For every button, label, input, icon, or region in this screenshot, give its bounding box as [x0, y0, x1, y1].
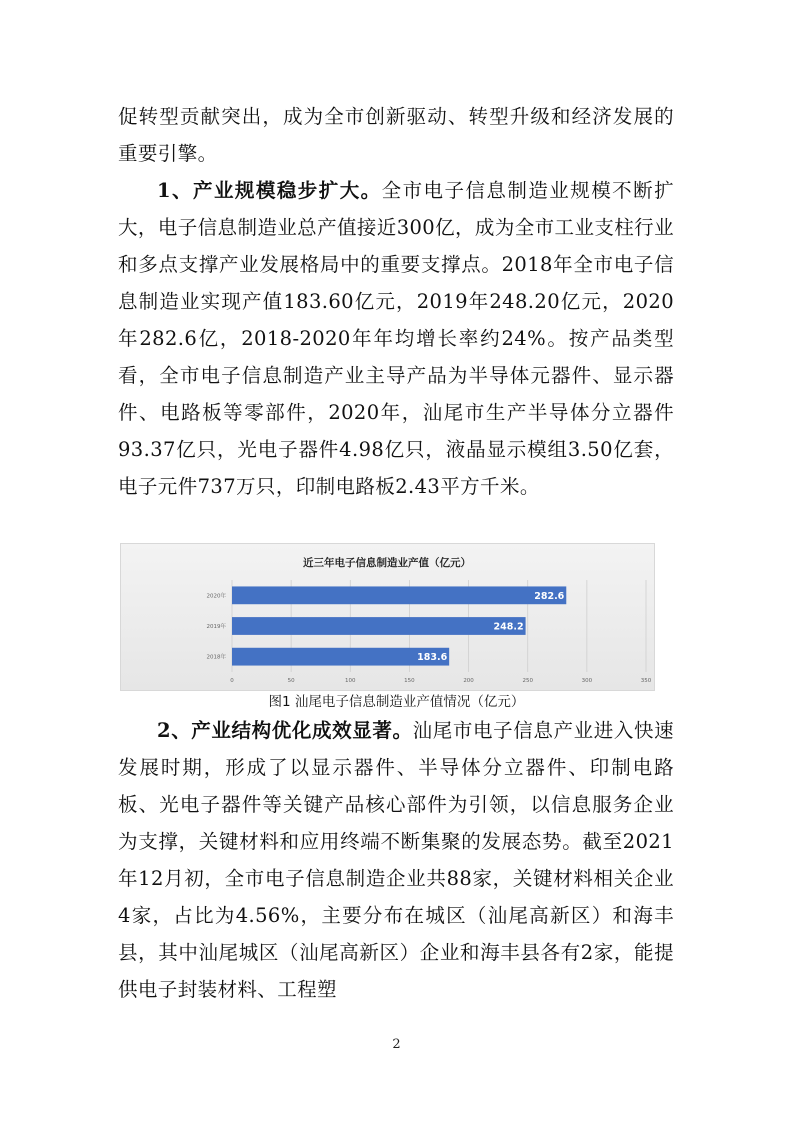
chart-title: 近三年电子信息制造业产值（亿元）: [303, 557, 471, 569]
x-tick-label: 150: [404, 678, 415, 684]
bar-value-label: 248.2: [493, 621, 524, 633]
x-tick-label: 0: [230, 678, 234, 684]
paragraph-text: 汕尾市电子信息产业进入快速发展时期，形成了以显示器件、半导体分立器件、印制电路板、光电子器件等关键产品核心部件为引领，以信息服务企业为支撑，关键材料和应用终端不断集聚的发展态势。截至2021年12月初，全市电子信息制造企业共88家，关键材料相关企业4家，占比为4.56%，主要分布在城区（汕尾高新区）和海丰县，其中汕尾城区（汕尾高新区）企业和海丰县各有2家，能提供电子封装材料、工程塑: [118, 719, 674, 1001]
x-tick-label: 200: [463, 678, 474, 684]
paragraph-industry-scale: [118, 172, 674, 505]
x-tick-label: 300: [581, 678, 593, 684]
y-category-label: 2019年: [206, 624, 226, 630]
figure-caption: 图1 汕尾电子信息制造业产值情况（亿元）: [268, 694, 525, 710]
x-tick-label: 50: [287, 678, 295, 684]
x-tick-label: 100: [345, 678, 356, 684]
paragraph-text: 促转型贡献突出，成为全市创新驱动、转型升级和经济发展的重要引擎。: [118, 105, 674, 165]
x-tick-label: 250: [522, 678, 533, 684]
paragraph-intro-continued: [118, 98, 674, 172]
chart-svg: [121, 544, 654, 690]
bar: [232, 617, 526, 635]
bar: [232, 586, 566, 604]
output-bar-chart: [120, 543, 655, 691]
bar-value-label: 282.6: [534, 590, 565, 602]
y-category-label: 2020年: [206, 593, 226, 600]
page-number: 2: [392, 1037, 401, 1052]
section-heading-scale: 1、产业规模稳步扩大。: [157, 179, 382, 202]
paragraph-text: 全市电子信息制造业规模不断扩大，电子信息制造业总产值接近300亿，成为全市工业支柱行业和多点支撑产业发展格局中的重要支撑点。2018年全市电子信息制造业实现产值183.60亿元，2019年248.20亿元，2020年282.6亿，2018-2020年年均增长率约24%。按产品类型看，全市电子信息制造产业主导产品为半导体元器件、显示器件、电路板等零部件，2020年，汕尾市生产半导体分立器件93.37亿只，光电子器件4.98亿只，液晶显示模组3.50亿套，电子元件737万只，印制电路板2.43平方千米。: [118, 179, 674, 498]
y-category-label: 2018年: [206, 654, 226, 661]
x-tick-label: 350: [640, 678, 652, 684]
bar-value-label: 183.6: [417, 652, 448, 664]
section-heading-structure: 2、产业结构优化成效显著。: [157, 719, 413, 742]
paragraph-industry-structure: [118, 712, 674, 1008]
